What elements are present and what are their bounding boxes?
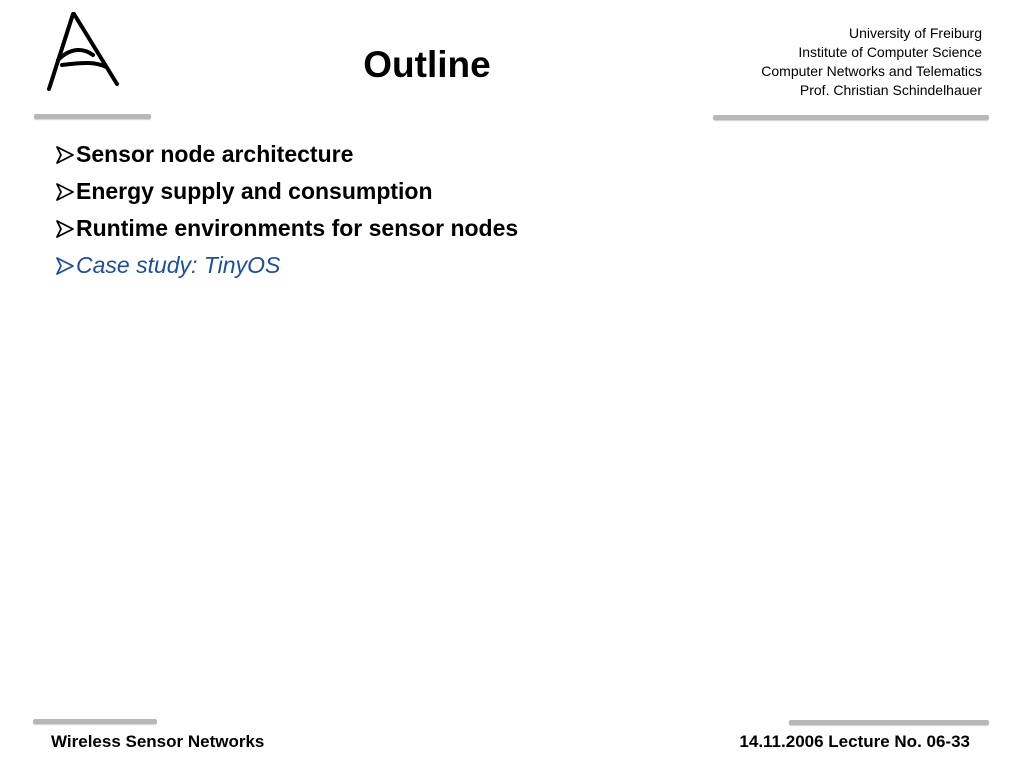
outline-list: [55, 136, 518, 284]
arrow-bullet-icon: [55, 219, 75, 239]
arrow-bullet-icon: [55, 182, 75, 202]
footer-course-title: Wireless Sensor Networks: [51, 732, 265, 751]
institute-name: Institute of Computer Science: [798, 44, 982, 60]
bottom-right-divider: [789, 720, 989, 725]
freiburg-logo-icon: [40, 12, 124, 94]
outline-item-label: Runtime environments for sensor nodes: [76, 215, 519, 241]
top-left-divider: [34, 114, 151, 119]
footer-lecture-info: 14.11.2006 Lecture No. 06-33: [739, 732, 970, 751]
top-right-divider: [713, 115, 989, 120]
outline-item-label: Sensor node architecture: [76, 141, 354, 167]
university-name: University of Freiburg: [848, 25, 982, 41]
arrow-bullet-icon: [55, 145, 75, 165]
department-name: Computer Networks and Telematics: [761, 63, 982, 79]
arrow-bullet-icon: [55, 256, 75, 276]
outline-item-tinyos-current: [55, 247, 518, 284]
institution-header: [761, 24, 982, 100]
outline-item-energy-supply: [55, 173, 518, 210]
outline-item-label: Energy supply and consumption: [76, 178, 433, 204]
slide-title: Outline: [363, 44, 491, 85]
bottom-left-divider: [33, 719, 157, 724]
outline-item-label: Case study: TinyOS: [76, 252, 281, 278]
professor-name: Prof. Christian Schindelhauer: [799, 82, 982, 98]
outline-item-runtime-environments: [55, 210, 518, 247]
outline-item-sensor-node-architecture: [55, 136, 518, 173]
